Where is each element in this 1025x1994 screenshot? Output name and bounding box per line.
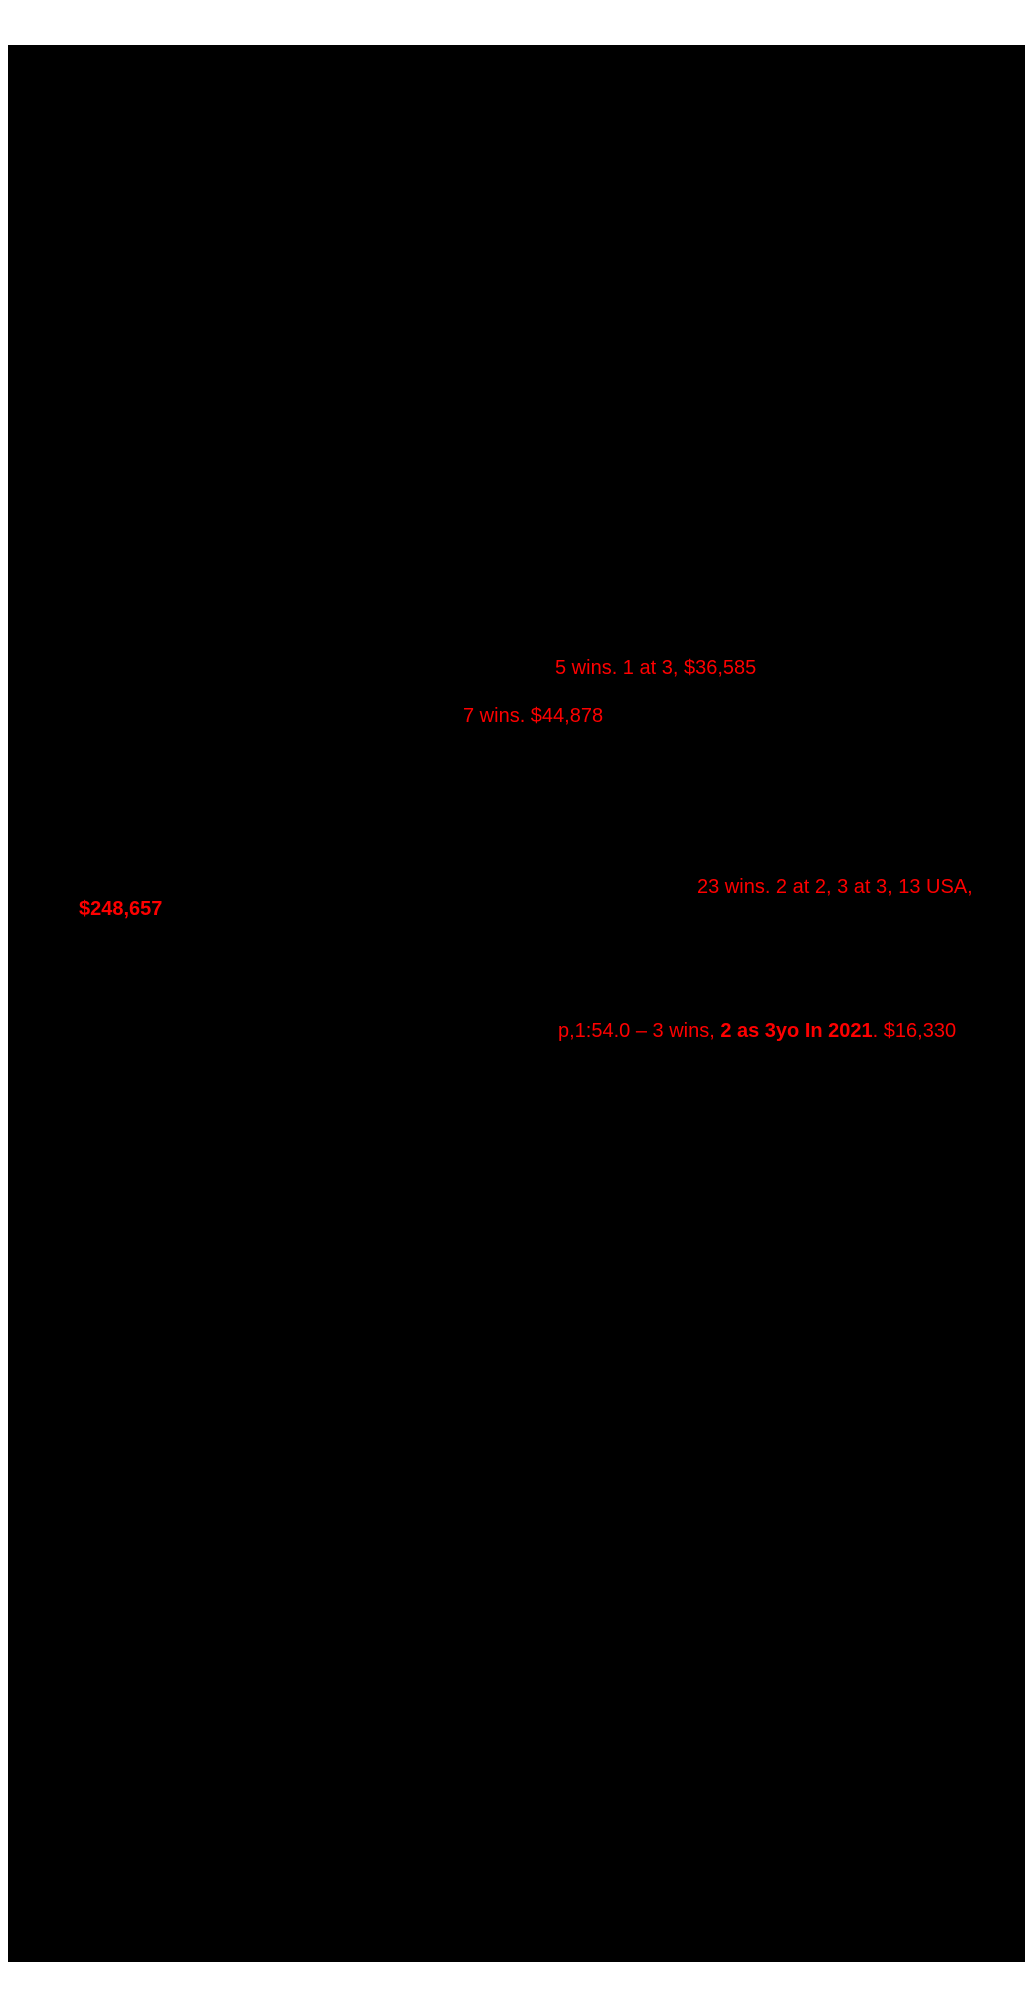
pacing-record-suffix-text: . $16,330 xyxy=(872,1020,957,1042)
pacing-record-bold-text: 2 as 3yo In 2021 xyxy=(720,1020,873,1042)
red-race-record-line-1 xyxy=(555,658,756,678)
black-page-body-panel xyxy=(8,45,1025,1962)
pacing-record-prefix-text: p,1:54.0 – 3 wins, xyxy=(558,1020,721,1042)
race-record-text: 5 wins. 1 at 3, $36,585 xyxy=(555,657,757,679)
red-race-record-line-3 xyxy=(697,877,973,897)
race-record-text: 23 wins. 2 at 2, 3 at 3, 13 USA, xyxy=(697,876,973,898)
red-earnings-line xyxy=(79,899,162,919)
earnings-amount-text: $248,657 xyxy=(79,898,163,920)
red-race-record-line-2 xyxy=(463,706,603,726)
red-pacing-record-line xyxy=(558,1021,956,1041)
race-record-text: 7 wins. $44,878 xyxy=(463,705,604,727)
